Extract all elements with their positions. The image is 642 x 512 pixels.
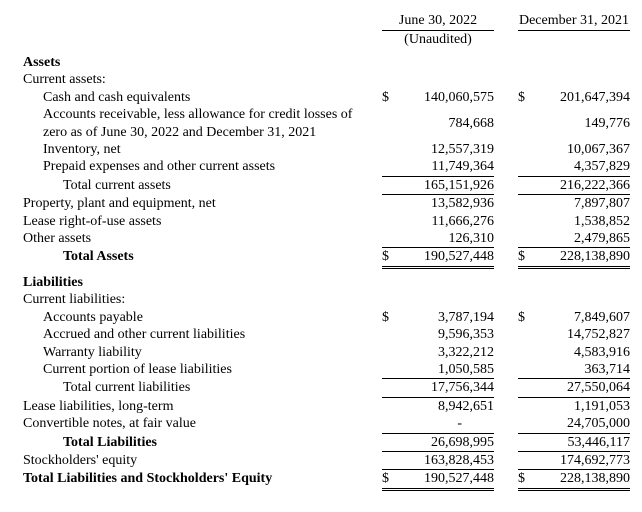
row-other-assets xyxy=(23,230,630,248)
amount-dec31 xyxy=(518,434,630,452)
amount-value: 363,714 xyxy=(584,361,630,377)
amount-value: 13,582,936 xyxy=(431,196,494,212)
amount-jun30 xyxy=(382,230,494,248)
row-label: Liabilities xyxy=(23,274,83,290)
amount-dec31 xyxy=(518,470,630,490)
amount-value: 17,756,344 xyxy=(431,380,494,396)
amount-jun30 xyxy=(382,344,494,361)
dollar-sign: $ xyxy=(518,249,525,265)
header-gap xyxy=(494,12,518,31)
amount-value: 3,322,212 xyxy=(438,344,494,360)
row-label: Current liabilities: xyxy=(23,292,126,308)
row-label: Cash and cash equivalents xyxy=(43,89,191,105)
row-label: Stockholders' equity xyxy=(23,452,138,468)
amount-value: 165,151,926 xyxy=(424,177,494,193)
row-accounts-payable xyxy=(23,309,630,326)
amount-value: 2,479,865 xyxy=(574,231,630,247)
amount-value: 11,666,276 xyxy=(431,213,494,229)
amount-jun30 xyxy=(382,177,494,195)
dollar-sign: $ xyxy=(382,309,389,325)
row-prepaid-expenses xyxy=(23,158,630,176)
empty-subheader xyxy=(518,31,630,49)
row-total-liabilities-and-stockholders-equity xyxy=(23,470,630,490)
amount-value: 1,191,053 xyxy=(574,398,630,414)
amount-value: 4,583,916 xyxy=(574,344,630,360)
amount-value: 228,138,890 xyxy=(560,249,630,265)
row-label: Total current liabilities xyxy=(63,380,191,396)
amount-jun30 xyxy=(382,248,494,268)
amount-dec31 xyxy=(518,452,630,470)
amount-dec31 xyxy=(518,230,630,248)
dollar-sign: $ xyxy=(518,309,525,325)
amount-jun30 xyxy=(382,361,494,379)
row-label: Warranty liability xyxy=(43,344,142,360)
row-label: Convertible notes, at fair value xyxy=(23,416,196,432)
row-label: Prepaid expenses and other current assets xyxy=(43,159,276,175)
header-spacer xyxy=(23,31,382,49)
amount-value: 9,596,353 xyxy=(438,327,494,343)
amount-value: 7,849,607 xyxy=(574,309,630,325)
row-label: Accrued and other current liabilities xyxy=(43,327,246,343)
row-total-assets xyxy=(23,248,630,268)
row-label: Current assets: xyxy=(23,72,106,88)
amount-dec31 xyxy=(518,361,630,379)
amount-jun30 xyxy=(382,415,494,433)
amount-jun30 xyxy=(382,195,494,212)
row-label: Lease right-of-use assets xyxy=(23,213,162,229)
amount-value: 149,776 xyxy=(584,115,630,131)
row-stockholders-equity xyxy=(23,452,630,470)
amount-value: 201,647,394 xyxy=(560,89,630,105)
amount-value: 8,942,651 xyxy=(438,398,494,414)
amount-jun30 xyxy=(382,158,494,176)
amount-value: 3,787,194 xyxy=(438,309,494,325)
row-total-current-liabilities xyxy=(23,379,630,397)
row-total-liabilities xyxy=(23,434,630,452)
amount-value: 1,538,852 xyxy=(574,213,630,229)
amount-value: 228,138,890 xyxy=(560,471,630,487)
amount-jun30 xyxy=(382,434,494,452)
row-label: Lease liabilities, long-term xyxy=(23,398,174,414)
row-label: Inventory, net xyxy=(43,142,121,158)
row-inventory-net xyxy=(23,141,630,158)
amount-value: 126,310 xyxy=(448,231,494,247)
row-property-plant-equipment xyxy=(23,195,630,212)
dollar-sign: $ xyxy=(382,471,389,487)
amount-dec31 xyxy=(518,326,630,343)
row-total-current-assets xyxy=(23,177,630,195)
amount-value: 140,060,575 xyxy=(424,89,494,105)
amount-value: 12,557,319 xyxy=(431,142,494,158)
row-label: Total Liabilities and Stockholders' Equity xyxy=(23,471,273,487)
row-current-assets-header xyxy=(23,71,630,88)
amount-jun30 xyxy=(382,379,494,397)
dollar-sign: $ xyxy=(518,471,525,487)
row-label: Total current assets xyxy=(63,177,171,193)
amount-value: 784,668 xyxy=(448,115,494,131)
amount-jun30 xyxy=(382,452,494,470)
row-label: Total Assets xyxy=(63,249,134,265)
amount-value: 190,527,448 xyxy=(424,249,494,265)
amount-value: 1,050,585 xyxy=(438,361,494,377)
row-label: Current portion of lease liabilities xyxy=(43,361,232,377)
row-label: Assets xyxy=(23,55,61,70)
amount-jun30 xyxy=(382,326,494,343)
row-label: Other assets xyxy=(23,231,92,247)
dollar-sign: $ xyxy=(518,89,525,105)
amount-dec31 xyxy=(518,344,630,361)
col-header-june-30-2022: June 30, 2022 xyxy=(382,12,494,31)
row-accounts-receivable xyxy=(23,106,630,141)
amount-jun30 xyxy=(382,89,494,106)
amount-value: 26,698,995 xyxy=(431,434,494,450)
amount-dec31 xyxy=(518,158,630,176)
amount-value: 4,357,829 xyxy=(574,159,630,175)
amount-value: 11,749,364 xyxy=(431,159,494,175)
amount-dec31 xyxy=(518,89,630,106)
amount-value: 14,752,827 xyxy=(567,327,630,343)
dollar-sign: $ xyxy=(382,249,389,265)
amount-jun30 xyxy=(382,115,494,132)
amount-dec31 xyxy=(518,398,630,415)
amount-dec31 xyxy=(518,195,630,212)
column-subheaders xyxy=(23,31,630,49)
amount-dec31 xyxy=(518,309,630,326)
amount-dec31 xyxy=(518,115,630,132)
row-current-portion-lease-liabilities xyxy=(23,361,630,379)
row-label: Total Liabilities xyxy=(63,434,158,450)
dollar-sign: $ xyxy=(382,89,389,105)
row-lease-right-of-use-assets xyxy=(23,213,630,230)
row-label: Accounts payable xyxy=(43,309,143,325)
header-gap xyxy=(494,31,518,49)
amount-value: 216,222,366 xyxy=(560,177,630,193)
amount-value: 27,550,064 xyxy=(567,380,630,396)
amount-dec31 xyxy=(518,379,630,397)
amount-value: 24,705,000 xyxy=(567,416,630,432)
amount-value: 163,828,453 xyxy=(424,452,494,468)
amount-dec31 xyxy=(518,177,630,195)
amount-dec31 xyxy=(518,415,630,433)
row-accrued-liabilities xyxy=(23,326,630,343)
header-spacer xyxy=(23,12,382,31)
row-lease-liabilities-long-term xyxy=(23,398,630,415)
row-assets-header xyxy=(23,54,630,71)
row-liabilities-header xyxy=(23,274,630,291)
amount-jun30 xyxy=(382,213,494,230)
amount-jun30 xyxy=(382,398,494,415)
amount-jun30 xyxy=(382,309,494,326)
row-current-liabilities-header xyxy=(23,291,630,308)
amount-dec31 xyxy=(518,213,630,230)
amount-value: 190,527,448 xyxy=(424,471,494,487)
column-headers xyxy=(23,12,630,31)
amount-jun30 xyxy=(382,470,494,490)
row-warranty-liability xyxy=(23,344,630,361)
amount-value: 174,692,773 xyxy=(560,452,630,468)
col-header-december-31-2021: December 31, 2021 xyxy=(518,12,630,31)
row-cash-and-cash-equivalents xyxy=(23,89,630,106)
unaudited-note: (Unaudited) xyxy=(404,32,472,47)
amount-value: - xyxy=(457,416,462,432)
row-convertible-notes xyxy=(23,415,630,433)
amount-value: 10,067,367 xyxy=(567,142,630,158)
amount-jun30 xyxy=(382,141,494,158)
amount-dec31 xyxy=(518,141,630,158)
amount-dec31 xyxy=(518,248,630,268)
amount-value: 53,446,117 xyxy=(567,434,630,450)
row-label: Property, plant and equipment, net xyxy=(23,196,216,212)
row-label: Accounts receivable, less allowance for credit losses of zero as of June 30, 2022 and December 31, 2021 xyxy=(43,107,353,140)
amount-value: 7,897,807 xyxy=(574,196,630,212)
